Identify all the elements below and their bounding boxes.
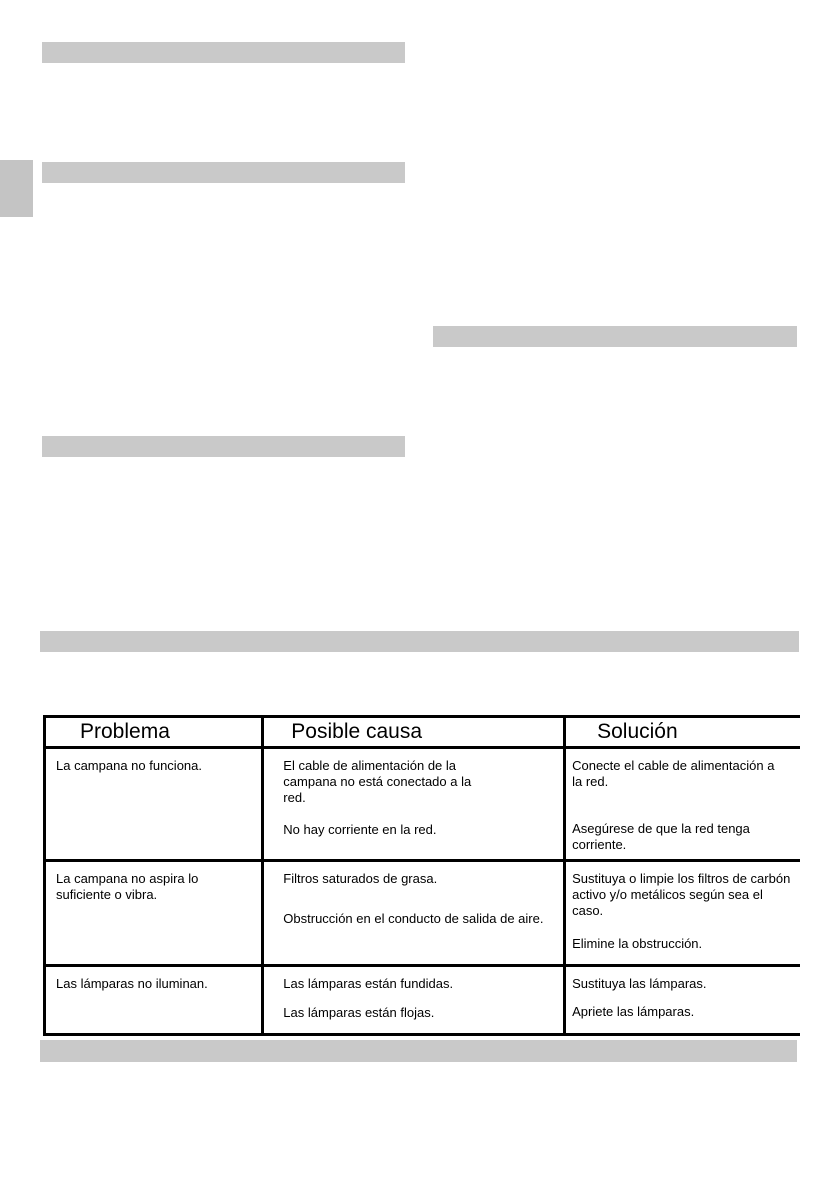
cause-cell: El cable de alimentación de la campana no está conectado a la red. No hay corriente en la red. <box>263 748 565 861</box>
table-row <box>45 748 801 861</box>
section-header-bar-wide <box>40 631 799 652</box>
language-side-tab <box>0 160 33 217</box>
header-posible-causa: Posible causa <box>263 717 565 748</box>
cause-cell: Filtros saturados de grasa. Obstrucción en el conducto de salida de aire. <box>263 861 565 966</box>
solution-cell: Sustituya o limpie los filtros de carbón activo y/o metálicos según sea el caso. Elimine la obstrucción. <box>565 861 800 966</box>
table-row <box>45 966 801 1035</box>
solution-cell: Sustituya las lámparas. Apriete las lámparas. <box>565 966 800 1035</box>
section-header-bar-3 <box>433 326 797 347</box>
header-problema: Problema <box>45 717 263 748</box>
table-row <box>45 861 801 966</box>
problem-cell: La campana no funciona. <box>45 748 263 861</box>
section-header-bar-bottom <box>40 1040 797 1062</box>
problem-cell: Las lámparas no iluminan. <box>45 966 263 1035</box>
troubleshooting-table <box>43 715 800 1036</box>
section-header-bar-1 <box>42 42 405 63</box>
section-header-bar-2 <box>42 162 405 183</box>
solution-cell: Conecte el cable de alimentación a la red. Asegúrese de que la red tenga corriente. <box>565 748 800 861</box>
problem-cell: La campana no aspira lo suficiente o vibra. <box>45 861 263 966</box>
section-header-bar-4 <box>42 436 405 457</box>
cause-cell: Las lámparas están fundidas. Las lámparas están flojas. <box>263 966 565 1035</box>
header-solucion: Solución <box>565 717 800 748</box>
